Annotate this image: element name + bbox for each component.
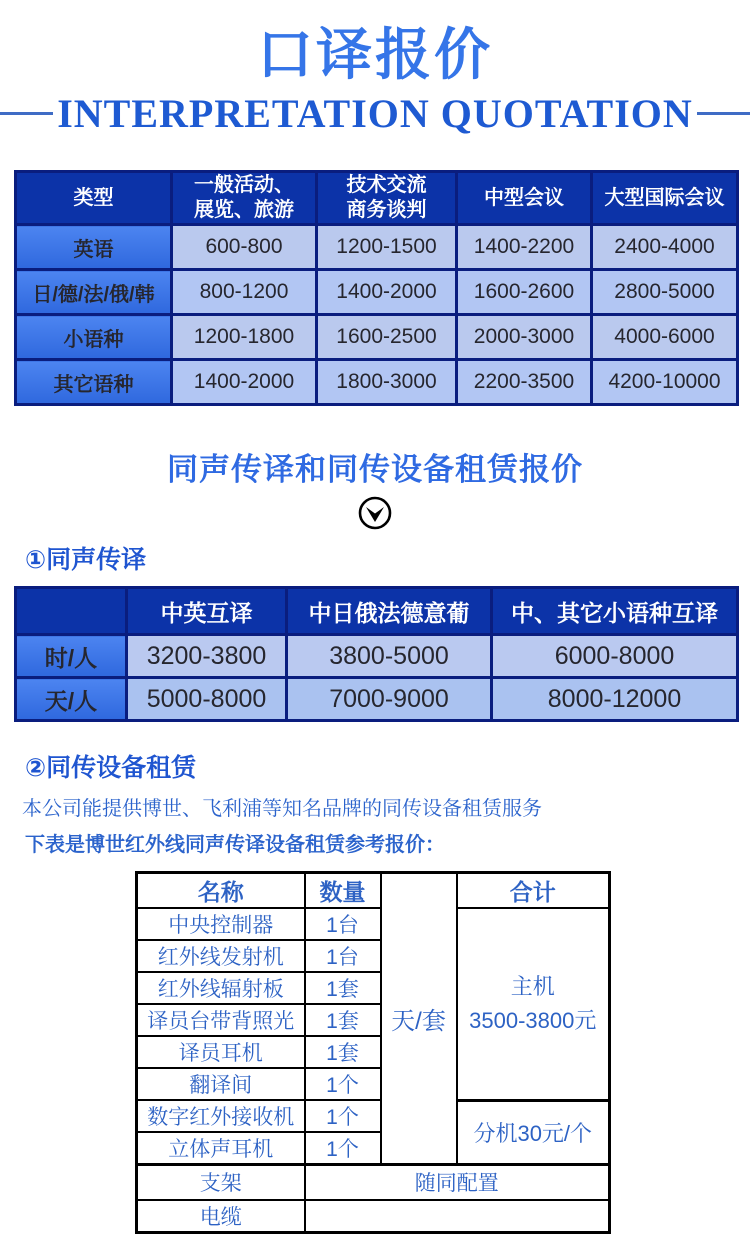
equipment-name-cell: 支架 [137, 1165, 305, 1200]
page-subtitle-row [0, 90, 750, 136]
table-row [16, 315, 738, 360]
equipment-name-cell: 中央控制器 [137, 908, 305, 940]
header-empty [16, 588, 127, 635]
table-header-row [16, 172, 738, 225]
price-cell: 1400-2200 [457, 225, 592, 270]
price-cell: 2400-4000 [592, 225, 738, 270]
row-label: 小语种 [16, 315, 172, 360]
price-cell: 2800-5000 [592, 270, 738, 315]
price-cell: 5000-8000 [127, 678, 287, 721]
price-cell: 4200-10000 [592, 360, 738, 405]
price-cell: 1400-2000 [317, 270, 457, 315]
price-cell: 6000-8000 [492, 635, 738, 678]
table-row [16, 678, 738, 721]
row-label: 天/人 [16, 678, 127, 721]
header-type: 类型 [16, 172, 172, 225]
equipment-qty-cell: 1台 [305, 940, 381, 972]
equipment-rental-table [135, 871, 611, 1234]
header-total: 合计 [457, 873, 610, 909]
price-cell: 2000-3000 [457, 315, 592, 360]
bracket-row [137, 1165, 610, 1200]
equipment-qty-cell: 1套 [305, 1004, 381, 1036]
price-cell: 1800-3000 [317, 360, 457, 405]
subtitle-line-right [697, 112, 750, 115]
interpretation-quotation-table [14, 170, 739, 406]
price-cell: 600-800 [172, 225, 317, 270]
equipment-description: 本公司能提供博世、飞利浦等知名品牌的同传设备租赁服务 [22, 798, 542, 820]
host-total-cell [457, 908, 610, 1100]
table-row [16, 360, 738, 405]
header-cn-multi: 中日俄法德意葡 [287, 588, 492, 635]
equipment-name-cell: 译员耳机 [137, 1036, 305, 1068]
equipment-row [137, 1100, 610, 1132]
bracket-value-cell: 随同配置 [305, 1165, 610, 1200]
circled-down-arrow-icon [356, 494, 394, 532]
equipment-row [137, 908, 610, 940]
page-subtitle: INTERPRETATION QUOTATION [57, 90, 693, 136]
header-name: 名称 [137, 873, 305, 909]
cable-row [137, 1200, 610, 1233]
header-cn-en: 中英互译 [127, 588, 287, 635]
price-cell: 1600-2600 [457, 270, 592, 315]
equipment-name-cell: 电缆 [137, 1200, 305, 1233]
table-row [16, 635, 738, 678]
header-general-activity: 一般活动、 展览、旅游 [172, 172, 317, 225]
price-cell: 7000-9000 [287, 678, 492, 721]
si-subsection-title: ①同声传译 [25, 546, 147, 574]
page-header [0, 20, 750, 136]
row-label: 时/人 [16, 635, 127, 678]
price-cell: 3200-3800 [127, 635, 287, 678]
table-row [16, 270, 738, 315]
simultaneous-interpretation-table [14, 586, 739, 722]
row-label: 日/德/法/俄/韩 [16, 270, 172, 315]
price-cell: 3800-5000 [287, 635, 492, 678]
equipment-name-cell: 红外线辐射板 [137, 972, 305, 1004]
host-total-line2: 3500-3800元 [469, 1007, 597, 1033]
equipment-qty-cell: 1个 [305, 1132, 381, 1165]
price-cell: 1200-1500 [317, 225, 457, 270]
equipment-name-cell: 翻译间 [137, 1068, 305, 1100]
equipment-header-row [137, 873, 610, 909]
equipment-name-cell: 数字红外接收机 [137, 1100, 305, 1132]
price-cell: 4000-6000 [592, 315, 738, 360]
equipment-qty-cell: 1套 [305, 1036, 381, 1068]
price-cell: 8000-12000 [492, 678, 738, 721]
si-section-heading: 同声传译和同传设备租赁报价 [167, 452, 583, 487]
header-cn-rare: 中、其它小语种互译 [492, 588, 738, 635]
price-cell: 1400-2000 [172, 360, 317, 405]
price-cell: 1200-1800 [172, 315, 317, 360]
cable-value-cell [305, 1200, 610, 1233]
row-label: 其它语种 [16, 360, 172, 405]
equipment-qty-cell: 1个 [305, 1100, 381, 1132]
unit-cell: 天/套 [381, 873, 457, 1165]
header-large-conference: 大型国际会议 [592, 172, 738, 225]
table-row [16, 225, 738, 270]
table-header-row [16, 588, 738, 635]
row-label: 英语 [16, 225, 172, 270]
price-cell: 2200-3500 [457, 360, 592, 405]
header-medium-conference: 中型会议 [457, 172, 592, 225]
equipment-name-cell: 立体声耳机 [137, 1132, 305, 1165]
extension-total-cell: 分机30元/个 [457, 1100, 610, 1165]
equipment-qty-cell: 1套 [305, 972, 381, 1004]
host-total-line1: 主机 [510, 973, 555, 999]
price-cell: 800-1200 [172, 270, 317, 315]
equipment-qty-cell: 1台 [305, 908, 381, 940]
equipment-subsection-title: ②同传设备租赁 [25, 754, 197, 782]
equipment-qty-cell: 1个 [305, 1068, 381, 1100]
equipment-note: 下表是博世红外线同声传译设备租赁参考报价： [25, 834, 445, 856]
subtitle-line-left [0, 112, 53, 115]
page-title: 口译报价 [257, 23, 493, 86]
header-qty: 数量 [305, 873, 381, 909]
price-cell: 1600-2500 [317, 315, 457, 360]
equipment-name-cell: 译员台带背照光 [137, 1004, 305, 1036]
header-tech-exchange: 技术交流 商务谈判 [317, 172, 457, 225]
down-arrow-wrap [0, 494, 750, 532]
equipment-name-cell: 红外线发射机 [137, 940, 305, 972]
